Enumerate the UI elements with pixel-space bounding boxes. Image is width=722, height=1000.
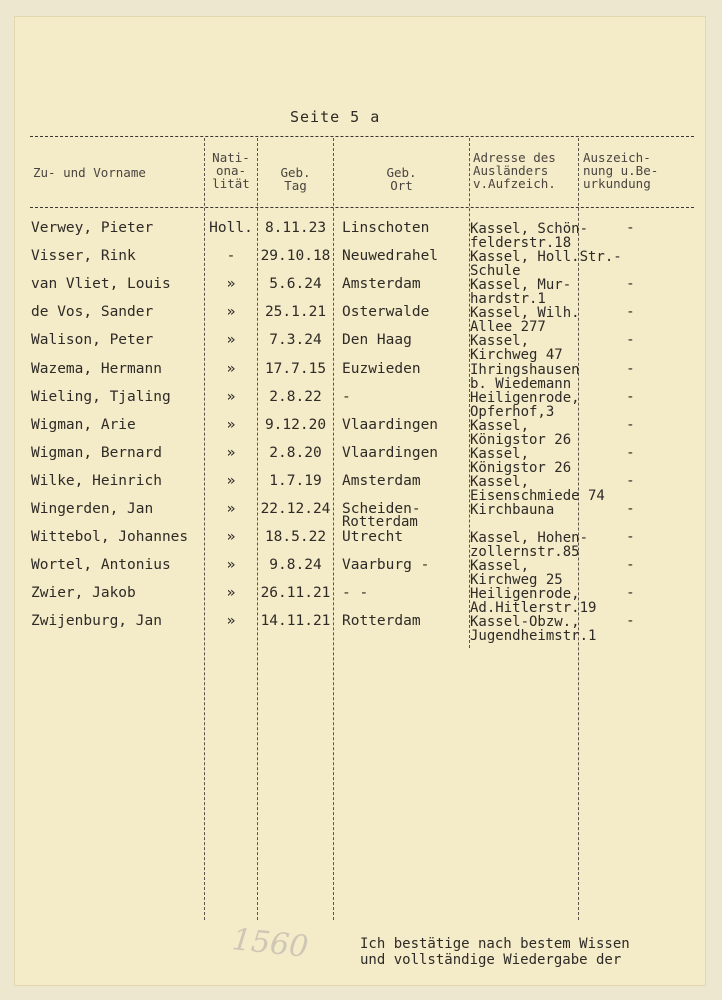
- cell-ausz: -: [626, 585, 635, 601]
- cell-tag: 25.1.21: [264, 304, 327, 320]
- cell-ausz: -: [626, 361, 635, 377]
- address-line: Kassel, Schön-: [470, 221, 589, 237]
- cell-name: Wittebol, Johannes: [31, 529, 189, 545]
- address-line: Königstor 26: [470, 431, 572, 448]
- cell-tag: 17.7.15: [264, 361, 327, 377]
- cell-address: [470, 560, 563, 587]
- address-line: Kassel, Hohen-: [470, 530, 589, 546]
- cell-nat: »: [226, 529, 236, 545]
- cell-name: de Vos, Sander: [31, 304, 154, 320]
- cell-name: Visser, Rink: [31, 248, 136, 264]
- cell-tag: 2.8.22: [269, 389, 322, 405]
- cell-nat: »: [226, 501, 236, 517]
- cell-ort: Amsterdam: [342, 276, 421, 292]
- header-birth-place: Geb. Ort: [386, 165, 417, 193]
- cell-ausz: -: [626, 613, 635, 629]
- cell-ort: Vlaardingen: [342, 445, 439, 461]
- cell-name: Zwier, Jakob: [31, 585, 136, 601]
- address-line: zollernstr.85: [470, 543, 580, 560]
- cell-tag: 9.8.24: [269, 557, 322, 573]
- cell-tag: 5.6.24: [269, 276, 322, 292]
- address-line: felderstr.18: [470, 234, 572, 251]
- address-line: Kassel, Wilh.: [470, 305, 580, 321]
- cell-ort: Vaarburg -: [342, 557, 430, 573]
- cell-tag: 18.5.22: [264, 529, 327, 545]
- address-line: Kassel,: [470, 418, 530, 434]
- cell-tag: 1.7.19: [269, 473, 322, 489]
- cell-name: Verwey, Pieter: [31, 220, 154, 236]
- address-line: Königstor 26: [470, 459, 572, 476]
- cell-ort: -: [342, 389, 351, 405]
- cell-ausz: -: [626, 501, 635, 517]
- cell-name: Wortel, Antonius: [31, 557, 171, 573]
- address-line: hardstr.1: [470, 290, 546, 307]
- cell-ort: - -: [342, 585, 369, 601]
- address-line: Schule: [470, 262, 521, 279]
- cell-nat: Holl.: [209, 220, 253, 236]
- page-title: Seite 5 a: [290, 108, 381, 126]
- cell-ausz: -: [626, 332, 635, 348]
- cell-address: [470, 223, 588, 250]
- cell-tag: 8.11.23: [264, 220, 327, 236]
- cell-name: Wigman, Bernard: [31, 445, 162, 461]
- cell-tag: 9.12.20: [264, 417, 327, 433]
- cell-nat: »: [226, 557, 236, 573]
- cell-address: [470, 251, 622, 278]
- cell-nat: »: [226, 585, 236, 601]
- cell-tag: 7.3.24: [269, 332, 322, 348]
- cell-nat: -: [226, 248, 236, 264]
- cell-address: [470, 335, 563, 362]
- cell-address: [470, 307, 580, 334]
- cell-ausz: -: [626, 304, 635, 320]
- cell-tag: 29.10.18: [260, 248, 331, 264]
- cell-nat: »: [226, 276, 236, 292]
- cell-address: [470, 448, 571, 475]
- cell-address: [470, 588, 596, 615]
- cell-ort: Neuwedrahel: [342, 248, 439, 264]
- header-birth-date: Geb. Tag: [280, 165, 311, 193]
- cell-ausz: -: [626, 557, 635, 573]
- address-line: Opferhof,3: [470, 403, 555, 420]
- cell-ausz: -: [626, 220, 635, 236]
- cell-nat: »: [226, 445, 236, 461]
- address-line: Kassel, Holl.Str.-: [470, 249, 622, 265]
- address-line: Kirchbauna: [470, 502, 555, 518]
- cell-ort: Utrecht: [342, 529, 404, 545]
- cell-nat: »: [226, 473, 236, 489]
- cell-address: [470, 532, 588, 559]
- address-line: b. Wiedemann: [470, 375, 572, 392]
- cell-address: [470, 420, 571, 447]
- address-line: Kassel,: [470, 558, 530, 574]
- cell-tag: 2.8.20: [269, 445, 322, 461]
- cell-ort: Linschoten: [342, 220, 430, 236]
- cell-name: Wazema, Hermann: [31, 361, 162, 377]
- cell-ort: Amsterdam: [342, 473, 421, 489]
- address-line: Kirchweg 25: [470, 571, 563, 588]
- cell-address: [470, 364, 580, 391]
- cell-name: Wieling, Tjaling: [31, 389, 171, 405]
- cell-address: [470, 392, 580, 419]
- address-line: Allee 277: [470, 318, 546, 335]
- cell-tag: 14.11.21: [260, 613, 331, 629]
- header-address: Adresse des Ausländers v.Aufzeich.: [473, 150, 556, 191]
- cell-ort: Vlaardingen: [342, 417, 439, 433]
- cell-nat: »: [226, 361, 236, 377]
- address-line: Ihringshausen: [470, 362, 580, 378]
- cell-nat: »: [226, 613, 236, 629]
- address-line: Eisenschmiede 74: [470, 487, 605, 504]
- cell-ort: Osterwalde: [342, 304, 430, 320]
- address-line: Kirchweg 47: [470, 346, 563, 363]
- cell-tag: 22.12.24: [260, 501, 331, 517]
- cell-ausz: -: [626, 276, 635, 292]
- cell-address: [470, 476, 605, 503]
- cell-nat: »: [226, 304, 236, 320]
- faint-stamp-number: 1560: [230, 922, 310, 965]
- header-bottom-rule: [30, 207, 694, 208]
- address-line: Kassel,: [470, 474, 530, 490]
- cell-tag: 26.11.21: [260, 585, 331, 601]
- address-line: Heiligenrode,: [470, 586, 580, 602]
- cell-name: van Vliet, Louis: [31, 276, 171, 292]
- cell-ort: Euzwieden: [342, 361, 421, 377]
- cell-nat: »: [226, 389, 236, 405]
- address-line: Heiligenrode,: [470, 390, 580, 406]
- address-line: Kassel,: [470, 446, 530, 462]
- cell-ort-line2: Rotterdam: [342, 514, 418, 530]
- cell-ort: Scheiden-: [342, 501, 421, 517]
- cell-ausz: -: [626, 445, 635, 461]
- address-line: Kassel, Mur-: [470, 277, 572, 293]
- cell-ausz: -: [626, 389, 635, 405]
- address-line: Kassel,: [470, 333, 530, 349]
- header-nationality: Nati- ona- lität: [212, 150, 250, 191]
- header-top-rule: [30, 136, 694, 137]
- cell-name: Walison, Peter: [31, 332, 154, 348]
- cell-name: Wilke, Heinrich: [31, 473, 162, 489]
- cell-name: Wigman, Arie: [31, 417, 136, 433]
- cell-ort: Den Haag: [342, 332, 412, 348]
- column-divider-ort: [333, 138, 334, 920]
- header-award: Auszeich- nung u.Be- urkundung: [583, 150, 659, 191]
- cell-name: Zwijenburg, Jan: [31, 613, 162, 629]
- cell-address: [470, 504, 554, 518]
- certification-text: Ich bestätige nach bestem Wissen und vollständige Wiedergabe der: [360, 936, 630, 968]
- cell-nat: »: [226, 417, 236, 433]
- cell-name: Wingerden, Jan: [31, 501, 154, 517]
- cell-ort: Rotterdam: [342, 613, 421, 629]
- cell-ausz: -: [626, 529, 635, 545]
- address-line: Ad.Hitlerstr.19: [470, 599, 597, 616]
- cell-address: [470, 279, 571, 306]
- cell-ausz: -: [626, 417, 635, 433]
- cell-ausz: -: [626, 473, 635, 489]
- header-name: Zu- und Vorname: [33, 165, 146, 180]
- cell-address: [470, 616, 596, 643]
- address-line: Kassel-Obzw.,: [470, 614, 580, 630]
- cell-nat: »: [226, 332, 236, 348]
- address-line: Jugendheimstr.1: [470, 627, 597, 644]
